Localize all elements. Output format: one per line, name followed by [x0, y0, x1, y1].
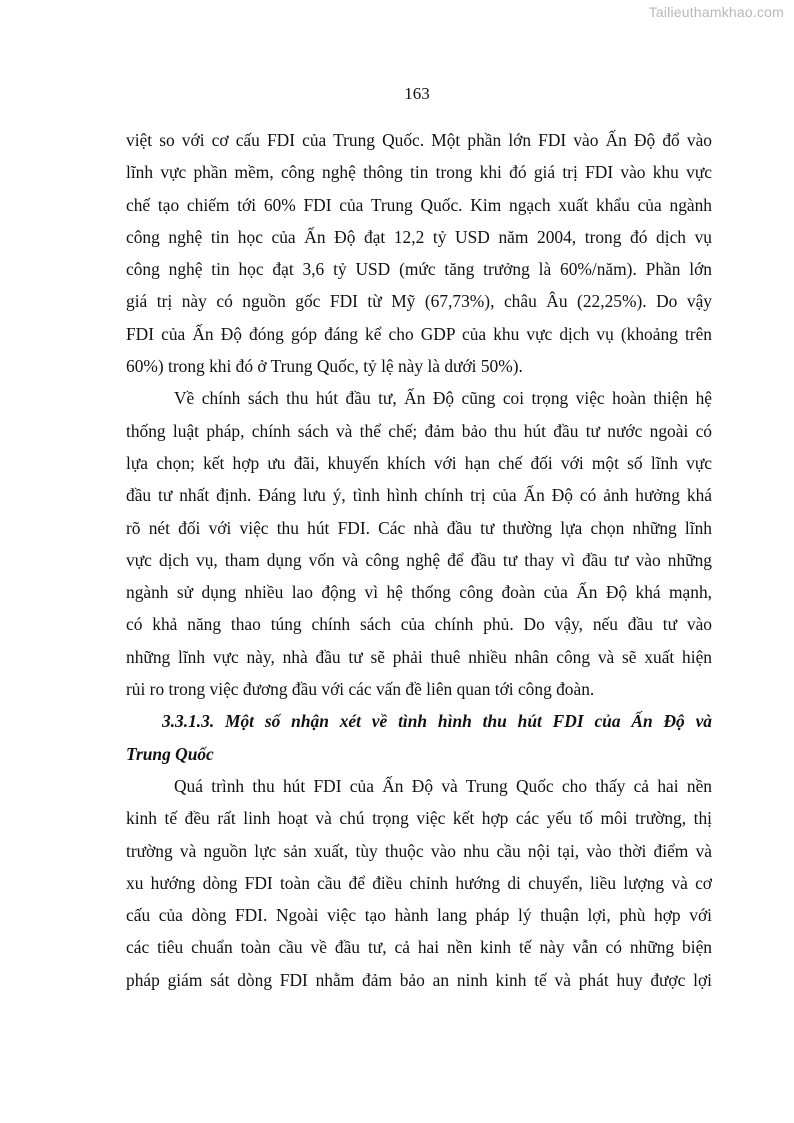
text-line: pháp giám sát dòng FDI nhằm đảm bảo an ninh kinh tế và phát huy được lợi [126, 969, 712, 990]
text-line: rủi ro trong việc đương đầu với các vấn đề liên quan tới công đoàn. [126, 679, 595, 700]
watermark: Tailieuthamkhao.com [648, 4, 784, 20]
text-line: Về chính sách thu hút đầu tư, Ấn Độ cũng coi trọng việc hoàn thiện hệ [174, 388, 712, 409]
text-line: vực dịch vụ, tham dụng vốn và công nghệ để đầu tư thay vì đầu tư vào những [126, 549, 712, 570]
document-body [126, 124, 712, 996]
text-line: lĩnh vực phần mềm, công nghệ thông tin trong khi đó giá trị FDI vào khu vực [126, 162, 712, 183]
text-line: ngành sử dụng nhiều lao động vì hệ thống công đoàn của Ấn Độ khá mạnh, [126, 582, 712, 603]
text-line: công nghệ tin học của Ấn Độ đạt 12,2 tỷ USD năm 2004, trong đó dịch vụ [126, 226, 712, 247]
text-line: thống luật pháp, chính sách và thể chế; đảm bảo thu hút đầu tư nước ngoài có [126, 420, 712, 441]
text-line: trường và nguồn lực sản xuất, tùy thuộc vào nhu cầu nội tại, vào thời điểm và [126, 840, 712, 861]
text-line: FDI của Ấn Độ đóng góp đáng kể cho GDP của khu vực dịch vụ (khoảng trên [126, 323, 712, 344]
text-line: xu hướng dòng FDI toàn cầu để điều chỉnh hướng di chuyển, liều lượng và cơ [126, 872, 712, 893]
text-line: Quá trình thu hút FDI của Ấn Độ và Trung Quốc cho thấy cả hai nền [174, 775, 712, 796]
page-number: 163 [404, 84, 430, 103]
text-line: cấu của dòng FDI. Ngoài việc tạo hành lang pháp lý thuận lợi, phù hợp với [126, 905, 712, 926]
text-line: các tiêu chuẩn toàn cầu về đầu tư, cả hai nền kinh tế này vẫn có những biện [126, 937, 712, 958]
text-line: việt so với cơ cấu FDI của Trung Quốc. Một phần lớn FDI vào Ấn Độ đổ vào [126, 130, 712, 150]
text-line: đầu tư nhất định. Đáng lưu ý, tình hình chính trị của Ấn Độ có ảnh hưởng khá [126, 485, 712, 506]
paragraph-3 [126, 770, 712, 996]
heading-line: Trung Quốc [126, 743, 214, 764]
heading-line: 3.3.1.3. Một số nhận xét về tình hình thu hút FDI của Ấn Độ và [162, 711, 712, 732]
section-heading [126, 705, 712, 770]
text-line: công nghệ tin học đạt 3,6 tỷ USD (mức tăng trưởng là 60%/năm). Phần lớn [126, 259, 712, 280]
paragraph-1 [126, 124, 712, 382]
paragraph-2 [126, 382, 712, 705]
text-line: có khả năng thao túng chính sách của chính phủ. Do vậy, nếu đầu tư vào [126, 614, 712, 635]
text-line: lựa chọn; kết hợp ưu đãi, khuyến khích với hạn chế đối với một số lĩnh vực [126, 452, 712, 473]
text-line: kinh tế đều rất linh hoạt và chú trọng việc kết hợp các yếu tố môi trường, thị [126, 808, 712, 829]
text-line: rõ nét đối với việc thu hút FDI. Các nhà đầu tư thường lựa chọn những lĩnh [126, 517, 712, 538]
text-line: những lĩnh vực này, nhà đầu tư sẽ phải thuê nhiều nhân công và sẽ xuất hiện [126, 646, 712, 667]
text-line: chế tạo chiếm tới 60% FDI của Trung Quốc. Kim ngạch xuất khẩu của ngành [126, 194, 712, 215]
text-line: 60%) trong khi đó ở Trung Quốc, tỷ lệ này là dưới 50%). [126, 356, 523, 377]
text-line: giá trị này có nguồn gốc FDI từ Mỹ (67,73%), châu Âu (22,25%). Do vậy [126, 291, 712, 312]
